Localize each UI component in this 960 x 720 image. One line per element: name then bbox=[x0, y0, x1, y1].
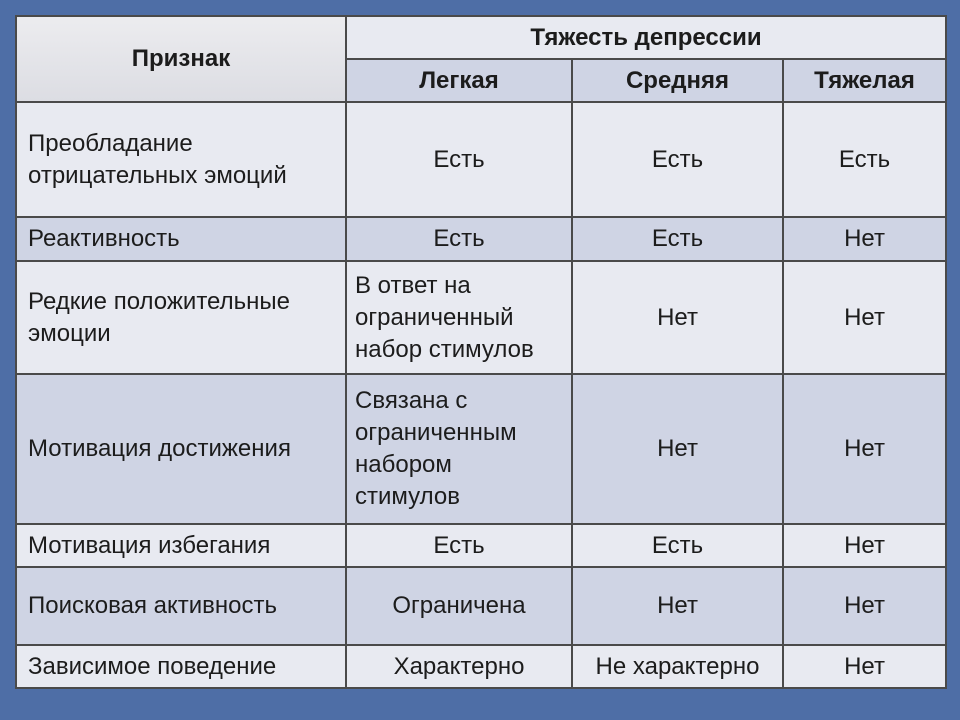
table-row bbox=[16, 567, 946, 645]
value-cell: Не характерно bbox=[572, 645, 783, 688]
feature-cell: Реактивность bbox=[16, 217, 346, 261]
value-cell: Нет bbox=[572, 374, 783, 524]
table-row bbox=[16, 645, 946, 688]
table-row bbox=[16, 261, 946, 374]
feature-cell: Мотивация избегания bbox=[16, 524, 346, 567]
value-cell: Есть bbox=[783, 102, 946, 217]
value-cell: В ответ на ограниченный набор стимулов bbox=[346, 261, 572, 374]
level-mild-header: Легкая bbox=[346, 59, 572, 102]
table-row bbox=[16, 524, 946, 567]
value-cell: Связана с ограниченным набором стимулов bbox=[346, 374, 572, 524]
level-severe-header: Тяжелая bbox=[783, 59, 946, 102]
table-row bbox=[16, 374, 946, 524]
table-row bbox=[16, 102, 946, 217]
table-row bbox=[16, 217, 946, 261]
value-cell: Есть bbox=[346, 524, 572, 567]
feature-cell: Редкие положительные эмоции bbox=[16, 261, 346, 374]
value-cell: Нет bbox=[572, 261, 783, 374]
value-cell: Нет bbox=[783, 645, 946, 688]
feature-cell: Мотивация достижения bbox=[16, 374, 346, 524]
depression-severity-table bbox=[15, 15, 947, 689]
value-cell: Нет bbox=[783, 217, 946, 261]
feature-cell: Поисковая активность bbox=[16, 567, 346, 645]
value-cell: Характерно bbox=[346, 645, 572, 688]
feature-header: Признак bbox=[16, 16, 346, 102]
feature-cell: Зависимое поведение bbox=[16, 645, 346, 688]
header-row bbox=[16, 16, 946, 59]
severity-header: Тяжесть депрессии bbox=[346, 16, 946, 59]
value-cell: Есть bbox=[572, 102, 783, 217]
value-cell: Нет bbox=[783, 374, 946, 524]
value-cell: Нет bbox=[783, 524, 946, 567]
feature-cell: Преобладание отрицательных эмоций bbox=[16, 102, 346, 217]
value-cell: Нет bbox=[572, 567, 783, 645]
value-cell: Ограничена bbox=[346, 567, 572, 645]
value-cell: Есть bbox=[572, 524, 783, 567]
value-cell: Нет bbox=[783, 567, 946, 645]
level-moderate-header: Средняя bbox=[572, 59, 783, 102]
value-cell: Есть bbox=[346, 102, 572, 217]
value-cell: Есть bbox=[572, 217, 783, 261]
value-cell: Нет bbox=[783, 261, 946, 374]
value-cell: Есть bbox=[346, 217, 572, 261]
